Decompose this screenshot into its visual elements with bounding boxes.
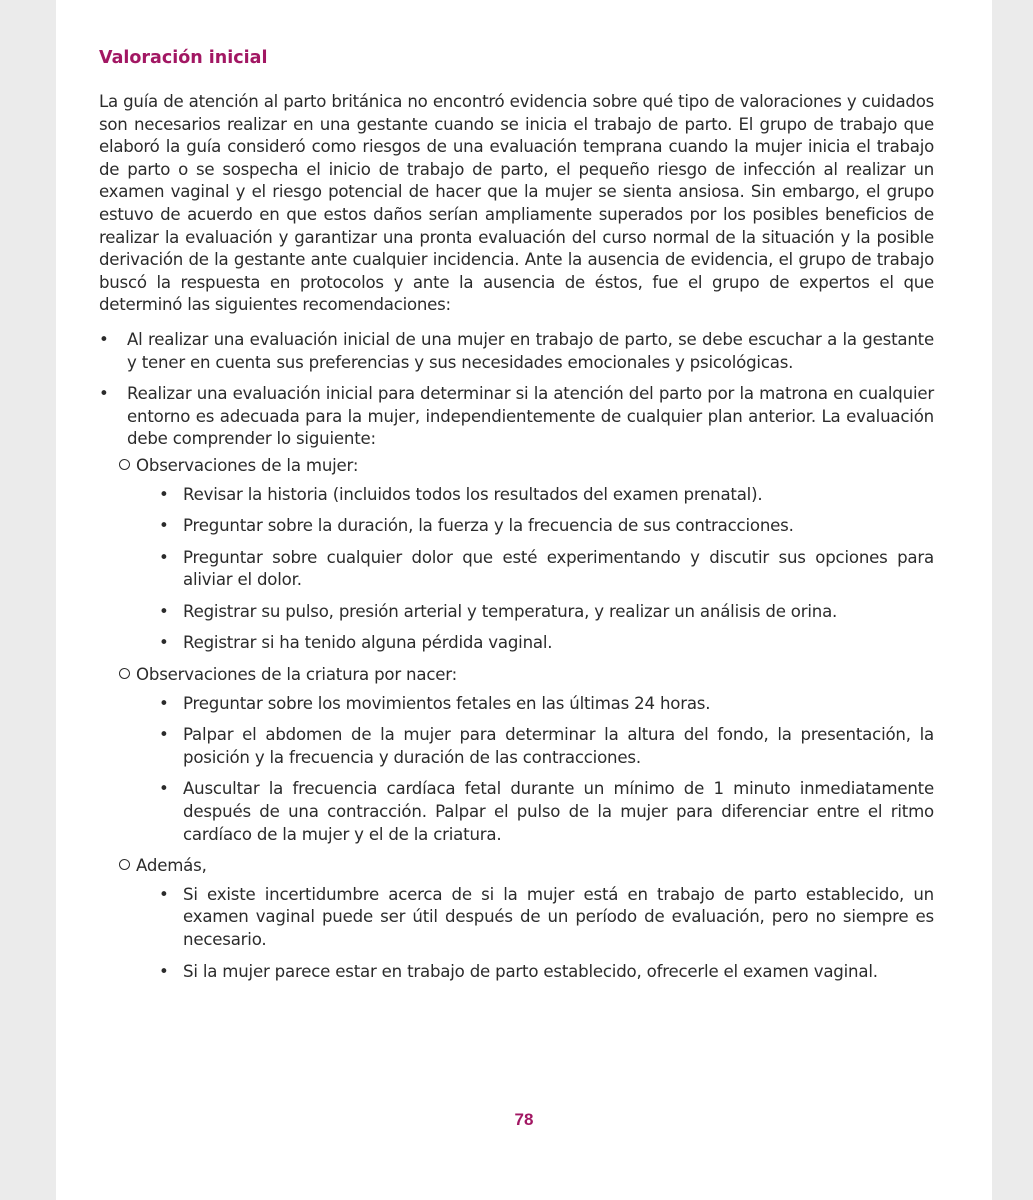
list-item-text: Si la mujer parece estar en trabajo de parto establecido, ofrecerle el examen vaginal.	[183, 961, 878, 981]
bullet-icon: •	[99, 384, 109, 404]
evaluation-groups	[119, 455, 934, 983]
bullet-icon: •	[159, 961, 169, 981]
group-items	[119, 484, 934, 656]
group-items	[119, 693, 934, 847]
list-item	[157, 601, 934, 624]
recommendations-list	[99, 329, 934, 983]
list-item	[157, 724, 934, 769]
list-item-text: Registrar si ha tenido alguna pérdida vaginal.	[183, 633, 553, 653]
list-item	[157, 515, 934, 538]
group-items	[119, 884, 934, 983]
list-item-text: Auscultar la frecuencia cardíaca fetal durante un mínimo de 1 minuto inmediatamente después de una contracción. Palpar el pulso de la mujer para diferenciar entre el ritmo cardíaco de la mujer y el de la criatura.	[183, 779, 934, 844]
document-page	[56, 0, 992, 1200]
bullet-icon: •	[159, 601, 169, 621]
circle-bullet-icon	[119, 859, 130, 870]
list-item-text: Preguntar sobre cualquier dolor que esté experimentando y discutir sus opciones para aliviar el dolor.	[183, 547, 934, 590]
list-item	[157, 632, 934, 655]
group-heading: Observaciones de la criatura por nacer:	[119, 664, 934, 687]
circle-bullet-icon	[119, 459, 130, 470]
list-item	[157, 778, 934, 846]
bullet-icon: •	[159, 516, 169, 536]
list-item-text: Palpar el abdomen de la mujer para determinar la altura del fondo, la presentación, la posición y la frecuencia y duración de las contracciones.	[183, 725, 934, 767]
group-heading: Observaciones de la mujer:	[119, 455, 934, 478]
list-item	[157, 484, 934, 507]
list-item-text: Si existe incertidumbre acerca de si la mujer está en trabajo de parto establecido, un examen vaginal puede ser útil después de un período de evaluación, pero no siempre es necesario.	[183, 884, 934, 949]
intro-paragraph: La guía de atención al parto británica no encontró evidencia sobre qué tipo de valoraciones y cuidados son necesarios realizar en una gestante cuando se inicia el trabajo de parto. El grupo de trabajo que elaboró la guía consideró como riesgos de una evaluación temprana cuando la mujer inicia el trabajo de parto o se sospecha el inicio de trabajo de parto, el pequeño riesgo de infección al realizar un examen vaginal y el riesgo potencial de hacer que la mujer se sienta ansiosa. Sin embargo, el grupo estuvo de acuerdo en que estos daños serían ampliamente superados por los posibles beneficios de realizar la evaluación y garantizar una pronta evaluación del curso normal de la situación y la posible derivación de la gestante ante cualquier incidencia. Ante la ausencia de evidencia, el grupo de trabajo buscó la respuesta en protocolos y ante la ausencia de éstos, fue el grupo de expertos el que determinó las siguientes recomendaciones:	[99, 92, 934, 315]
group-additional	[119, 855, 934, 983]
bullet-icon: •	[99, 329, 109, 349]
bullet-icon: •	[159, 884, 169, 904]
list-item	[99, 329, 934, 374]
bullet-icon: •	[159, 484, 169, 504]
bullet-icon: •	[159, 633, 169, 653]
bullet-icon: •	[159, 547, 169, 567]
group-woman-observations	[119, 455, 934, 655]
group-heading: Además,	[119, 855, 934, 878]
list-item	[99, 383, 934, 983]
list-item	[157, 547, 934, 592]
list-item-text: Revisar la historia (incluidos todos los resultados del examen prenatal).	[183, 484, 763, 504]
list-item-text: Realizar una evaluación inicial para determinar si la atención del parto por la matrona en cualquier entorno es adecuada para la mujer, independientemente de cualquier plan anterior. La evaluación debe comprender lo siguiente:	[127, 384, 934, 449]
list-item	[157, 961, 934, 984]
page-content	[99, 46, 934, 992]
page-number: 78	[514, 1110, 534, 1129]
list-item-text: Preguntar sobre los movimientos fetales en las últimas 24 horas.	[183, 693, 711, 713]
bullet-icon: •	[159, 725, 169, 745]
section-title: Valoración inicial	[99, 48, 268, 68]
list-item	[157, 693, 934, 716]
circle-bullet-icon	[119, 668, 130, 679]
bullet-icon: •	[159, 779, 169, 799]
list-item	[157, 884, 934, 952]
list-item-text: Al realizar una evaluación inicial de una mujer en trabajo de parto, se debe escuchar a la gestante y tener en cuenta sus preferencias y sus necesidades emocionales y psicológicas.	[127, 329, 934, 372]
bullet-icon: •	[159, 693, 169, 713]
group-baby-observations	[119, 664, 934, 846]
list-item-text: Preguntar sobre la duración, la fuerza y la frecuencia de sus contracciones.	[183, 516, 794, 536]
list-item-text: Registrar su pulso, presión arterial y temperatura, y realizar un análisis de orina.	[183, 601, 838, 621]
